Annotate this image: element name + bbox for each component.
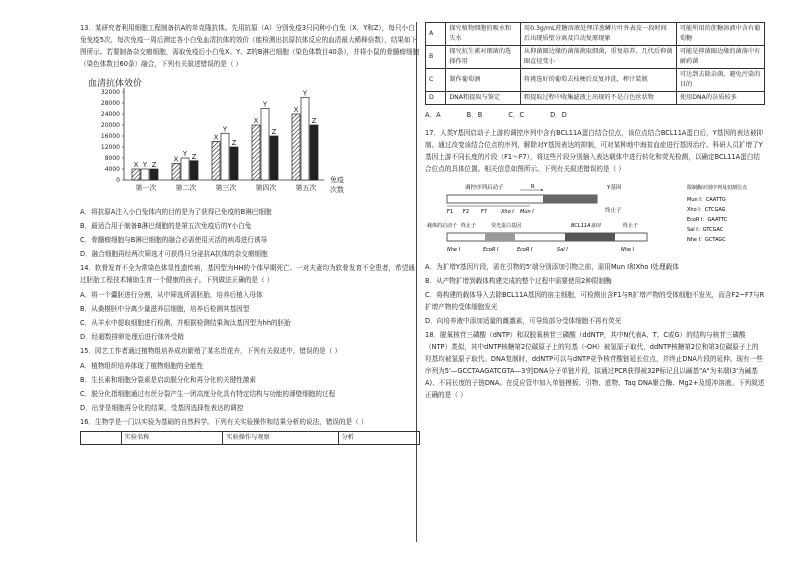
q15-option-b: B．生长素和细胞分裂素是启动脱分化和再分化的关键性激素: [80, 376, 256, 384]
q14-option-d: D．经超数排卵处理后进行体外受精: [80, 333, 184, 341]
frag-r: R: [531, 184, 535, 190]
bottom-label-term1: 终止子: [461, 223, 477, 229]
x-tick-label: 第五次: [295, 184, 317, 192]
top-label-y-gene: Y基因: [607, 185, 622, 191]
q16-choice-b: B．B: [466, 111, 483, 119]
top-label-regulatory: 调控序列启动子: [465, 185, 504, 191]
bar: [212, 142, 220, 181]
site-mun: Mun I: [520, 209, 534, 215]
q17-stem: 17．人类Y基因启动子上游的调控序列中含有BCL11A蛋白结合位点，该位点结合BCL11A蛋白后，Y基因的表达被抑制。通过改变该结合位点的序列，解除对Y基因表达的抑制，可对某种地中海贫血症进行基因治疗。科研人员扩增了Y基因上游不同长度的片段（F1～F7），将这些片段分别插入表达载体中进行转化和荧光检测，以确定BCL11A蛋白结合位点的具体位置。相关信息如图所示。下列有关叙述错误的是（ ）: [425, 129, 763, 173]
q18-stem: 18．脱氧核苷三磷酸（dNTP）和双脱氧核苷三磷酸（ddNTP，其中N代表A、T、C或G）的结构与核苷三磷酸（NTP）类似，其中dNTP核糖第2位碳原子上的羟基（-OH）被氢原子取代，ddNTP核糖第2位和第3位碳原子上的羟基均被氢原子取代。DNA复制时，ddNTP可以与dNTP竞争核苷酸链延长位点，并终止DNA片段的延伸。现有一些序列为5'—GCCTAAGATCGTA—3'的DNA分子单链片段，拟通过PCR获得被32P标记且以碱基"A"为末端(3'为碱基A)、不同长度的子链DNA。在反应管中加入单链模板、引物、底物、Taq DNA聚合酶、Mg2+及缓冲溶液。下列叙述正确的是（ ）: [425, 331, 765, 399]
bar: [230, 147, 238, 180]
vector-bar: [447, 233, 647, 241]
x-tick-label: 第四次: [255, 184, 277, 192]
bar-series-label: Z: [191, 152, 197, 161]
legend-line: Nhe I：GCTAGC: [687, 237, 726, 243]
q16-choice-c: C．C: [508, 111, 525, 119]
y-tick-label: 0: [116, 177, 120, 184]
gene-diagram-svg: [425, 179, 765, 257]
bar: [270, 136, 278, 180]
bar: [261, 109, 269, 181]
q16-choice-a: A．A: [425, 111, 441, 119]
legend-line: Mun I：CAATTG: [687, 197, 726, 203]
bottom-label-term2: 终止子: [623, 223, 639, 229]
bar-series-label: Y: [142, 161, 148, 169]
bar: [310, 125, 318, 180]
q13-stem: 13．某研究者利用细胞工程制备抗A的单克隆抗体。先用抗原（A）分别免疫3只同种小白兔（X、Y和Z），每只小白兔免疫5次，每次免疫一周后测定各小白兔血清抗体的效价（能检测出抗原抗体反应的血清最大稀释倍数），结果如下图所示。若要制备杂交瘤细胞，需取免疫后小白兔X、Y、Z的B淋巴细胞（染色体数目40条），并将小鼠的骨髓瘤细胞（染色体数目60条）融合，下列有关叙述错误的是（ ）: [80, 24, 420, 68]
frag-f7: F7: [481, 209, 488, 215]
q15-option-c: C．脱分化指细胞通过有丝分裂产生一团高度分化具有特定结构与功能的薄壁细胞的过程: [80, 390, 336, 398]
bottom-label-reporter: 荧光蛋白基因: [491, 223, 522, 229]
q17-option-d: D．向培养液中添加适量的雌激素，可导致部分受体细胞不再有荧光: [425, 317, 622, 325]
legend-line: Sal I：GTCGAC: [687, 227, 724, 233]
bar-chart-svg: [80, 76, 380, 202]
y-tick-label: 32000: [100, 89, 120, 96]
bar: [141, 169, 149, 180]
x-tick-label: 第二次: [175, 184, 197, 192]
q13-option-c: C．骨髓瘤细胞与B淋巴细胞的融合必需使用灭活的病毒进行诱导: [80, 236, 268, 244]
table-row: C 制作葡萄酒 将挑选好的葡萄去枝梗后反复冲洗，榨汁装瓶 可达到去除杂菌，避免污染的目的: [426, 69, 765, 92]
q17-option-c: C．将构建的载体导入去除BCL11A基因的宿主细胞，可检测出含F1与R扩增产物的受体细胞不发光，而含F2~F7与R扩增产物的受体细胞发光: [425, 291, 765, 311]
q15-option-d: D．出芽是细胞再分化的结果，受基因选择性表达的调控: [80, 404, 244, 412]
bar: [221, 133, 229, 180]
q16-table: [425, 22, 765, 105]
bar: [172, 164, 180, 181]
right-column: [425, 22, 765, 540]
x-tick-label: 第三次: [215, 184, 237, 192]
y-tick-label: 20000: [100, 122, 120, 129]
q16-header-table: [80, 431, 420, 445]
q14-option-a: A．将一个囊胚进行分割，从中筛选所需胚胎，培养后植入母体: [80, 291, 263, 299]
bar: [292, 114, 300, 180]
gene-diagram: [425, 179, 765, 257]
top-label-terminator: 终止子: [605, 208, 622, 214]
bar: [301, 98, 309, 181]
bar: [181, 158, 189, 180]
q14-stem: 14．软骨发育不全为常染色体显性遗传病，基因型为HH的个体早期死亡。一对夫妻均为软骨发育不全患者，希望通过胚胎工程技术辅助生育一个健康的孩子。下列做法正确的是（ ）: [80, 264, 415, 284]
chart-title: 血清抗体效价: [88, 79, 143, 89]
frag-f2: F2: [463, 209, 470, 215]
site-label: Sal I: [557, 247, 568, 253]
bar-series-label: X: [293, 106, 299, 114]
bar-series-label: Z: [311, 117, 317, 125]
bar-series-label: Z: [231, 139, 237, 147]
table-row: D DNA粗提取与鉴定 粗提取过程中收集滤液上出现的不是白色丝状物 使用DNA的杂质较多: [426, 92, 765, 105]
q17-option-b: B．从产物扩增到载体构建完成的整个过程中需要使用2种限制酶: [425, 277, 612, 285]
bar-series-label: X: [213, 133, 219, 142]
site-label: Nhe I: [621, 247, 635, 253]
bottom-label-promoter: 载体的启动子: [427, 223, 458, 229]
bcl11a-block: [565, 233, 615, 241]
reporter-block: [485, 233, 515, 241]
site-label: Nhe I: [447, 247, 461, 253]
site-xho: Xho I: [501, 209, 514, 215]
q15-option-a: A．植物组织培养体现了植物细胞的全能性: [80, 362, 204, 370]
left-column: [80, 22, 420, 540]
q16-choices: [425, 109, 765, 121]
q16-choice-d: D．D: [550, 111, 567, 119]
site-label: EcoR I: [517, 247, 533, 253]
q16-header-name: 实验名称: [121, 432, 223, 445]
y-tick-label: 16000: [100, 133, 120, 140]
x-tick-label: 第一次: [135, 184, 157, 192]
y-gene-bar: [543, 195, 597, 203]
bar: [252, 125, 260, 180]
antibody-chart: [80, 76, 420, 202]
q13-option-d: D．融合细胞再经两次筛选才可获得只分泌抗A抗体的杂交瘤细胞: [80, 250, 268, 258]
legend-line: Xho I：CTCGAG: [687, 207, 726, 213]
bar-series-label: Y: [222, 125, 228, 134]
bar-series-label: Y: [262, 100, 268, 109]
bar-series-label: X: [253, 117, 259, 125]
bar-series-label: X: [133, 161, 139, 169]
legend-line: 限制酶识别序列及切割位点: [687, 185, 748, 191]
q15-stem: 15．园艺工作者通过植物组培养成功繁殖了某名贵花卉，下列有关叙述中，错误的是（ ）: [80, 347, 342, 355]
frag-f1: F1: [447, 209, 454, 215]
y-tick-label: 28000: [100, 100, 120, 107]
bottom-label-bcl: BCL11A基因: [571, 223, 601, 229]
y-tick-label: 24000: [100, 111, 120, 118]
table-row: A 探究植物细胞的吸水和失水 用0.3g/mL蔗糖溶液处理洋葱鳞片叶外表皮一段时间后出现质壁分离及自动复原现象 可能所用的蔗糖溶液中含有葡萄糖: [426, 23, 765, 46]
q13-option-a: A．将抗原A注入小白兔体内的目的是为了获得已免疫的B淋巴细胞: [80, 208, 272, 216]
q17-option-a: A．为扩增Y基因片段，需在引物的5'端分别添加引物之前，需用Mun I和Xho I处理载体: [425, 263, 679, 271]
bar-series-label: Y: [302, 89, 308, 98]
y-tick-label: 8000: [104, 155, 120, 162]
bar-series-label: Y: [182, 150, 188, 158]
bar: [132, 169, 140, 180]
q13-option-b: B．最适合用于制备B淋巴细胞的是第五次免疫后的Y小白兔: [80, 222, 252, 230]
bar-series-label: X: [173, 155, 179, 164]
bar-series-label: Z: [151, 161, 157, 169]
q14-option-c: C．从羊水中提取细胞进行检测，并根据检测结果淘汰基因型为hh的胚胎: [80, 319, 291, 327]
bar: [150, 169, 158, 180]
legend-line: EcoR I：GAATTC: [687, 217, 728, 223]
q16-header-analysis: 分析: [338, 432, 419, 445]
q14-option-b: B．从桑椹胚中分离少量滋养层细胞，培养后检测其基因型: [80, 305, 250, 313]
site-label: EcoR I: [483, 247, 499, 253]
y-tick-label: 4000: [104, 166, 120, 173]
x-axis-label: 免疫: [330, 176, 344, 184]
q16-stem: 16．生物学是一门以实验为基础的自然科学。下列有关实验操作和结果分析的说法，错误的是（ ）: [80, 418, 368, 426]
y-tick-label: 12000: [100, 144, 120, 151]
bar: [190, 161, 198, 180]
q16-header-operation: 实验操作与观察: [223, 432, 338, 445]
bar-series-label: Z: [271, 128, 277, 136]
x-axis-label: 次数: [330, 186, 344, 194]
table-row: B 探究抗生素对细菌的选择作用 从抑菌圈边缘的菌落挑取细菌，重复培养，几代后抑菌圈直径变小 可能是抑菌圈边缘的菌落中有耐药菌: [426, 46, 765, 69]
